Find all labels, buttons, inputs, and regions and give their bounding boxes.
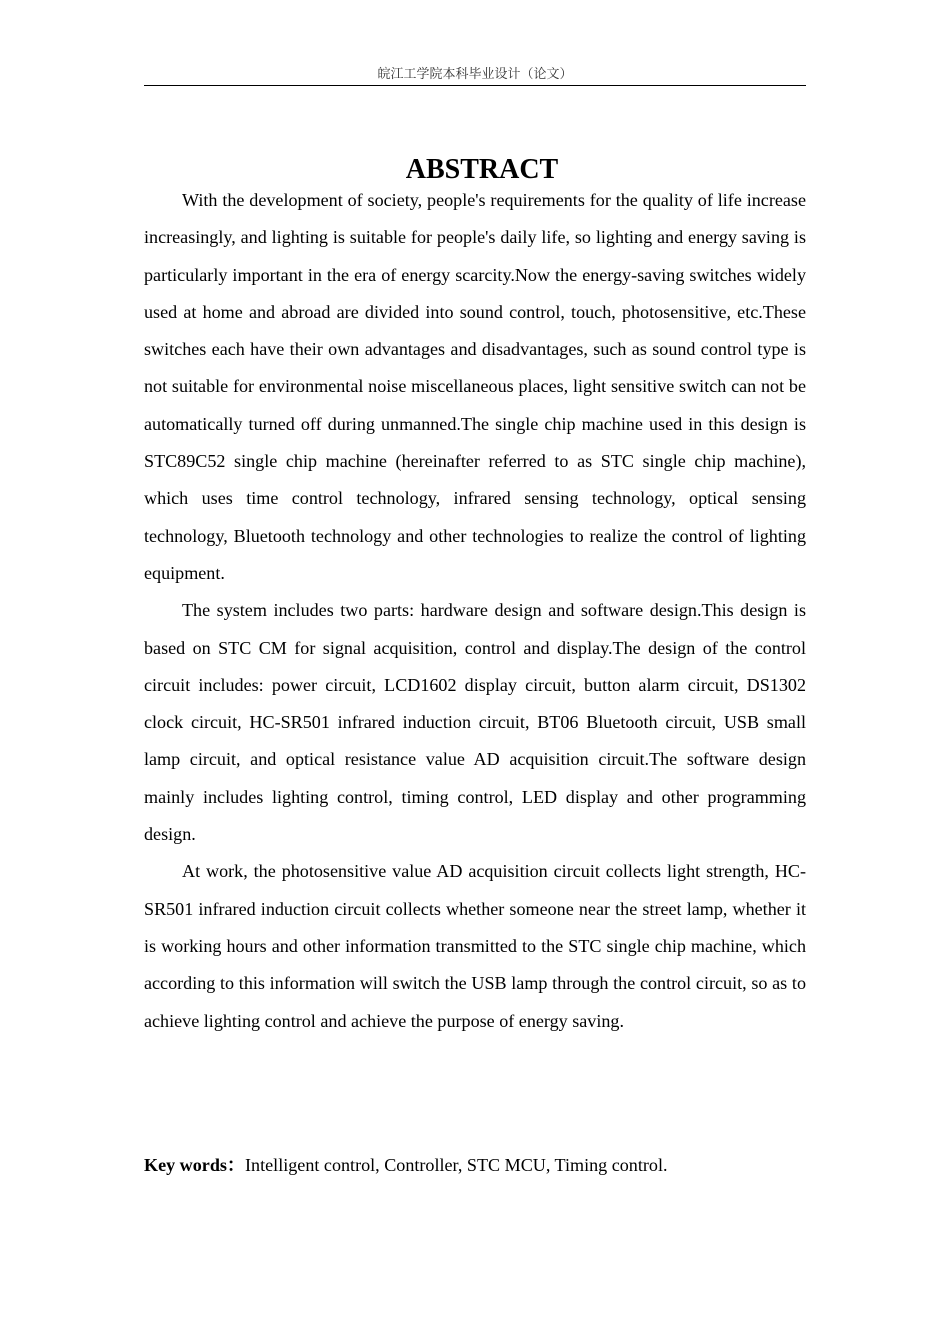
running-header: 皖江工学院本科毕业设计（论文） (377, 67, 573, 82)
abstract-body (144, 182, 806, 1040)
keywords-label: Key words： (144, 1155, 246, 1175)
abstract-title: ABSTRACT (405, 154, 559, 185)
keywords-line (144, 1147, 806, 1184)
paragraph-1: With the development of society, people's requirements for the quality of life increase increasingly, and lighting is suitable for people's daily life, so lighting and energy saving is particularly important in the era of energy scarcity.Now the energy-saving switches widely used at home and abroad are divided into sound control, touch, photosensitive, etc.These switches each have their own advantages and disadvantages, such as sound control type is not suitable for environmental noise miscellaneous places, light sensitive switch can not be automatically turned off during unmanned.The single chip machine used in this design is STC89C52 single chip machine (hereinafter referred to as STC single chip machine), which uses time control technology, infrared sensing technology, optical sensing technology, Bluetooth technology and other technologies to realize the control of lighting equipment. (144, 190, 806, 583)
paragraph-3: At work, the photosensitive value AD acquisition circuit collects light strength, HC-SR501 infrared induction circuit collects whether someone near the street lamp, whether it is working hours and other information transmitted to the STC single chip machine, which according to this information will switch the USB lamp through the control circuit, so as to achieve lighting control and achieve the purpose of energy saving. (144, 861, 806, 1031)
header-divider (144, 85, 806, 86)
keywords-text: Intelligent control, Controller, STC MCU, Timing control. (245, 1155, 668, 1175)
paragraph-2: The system includes two parts: hardware design and software design.This design is based on STC CM for signal acquisition, control and display.The design of the control circuit includes: power circuit, LCD1602 display circuit, button alarm circuit, DS1302 clock circuit, HC-SR501 infrared induction circuit, BT06 Bluetooth circuit, USB small lamp circuit, and optical resistance value AD acquisition circuit.The software design mainly includes lighting control, timing control, LED display and other programming design. (144, 600, 806, 845)
